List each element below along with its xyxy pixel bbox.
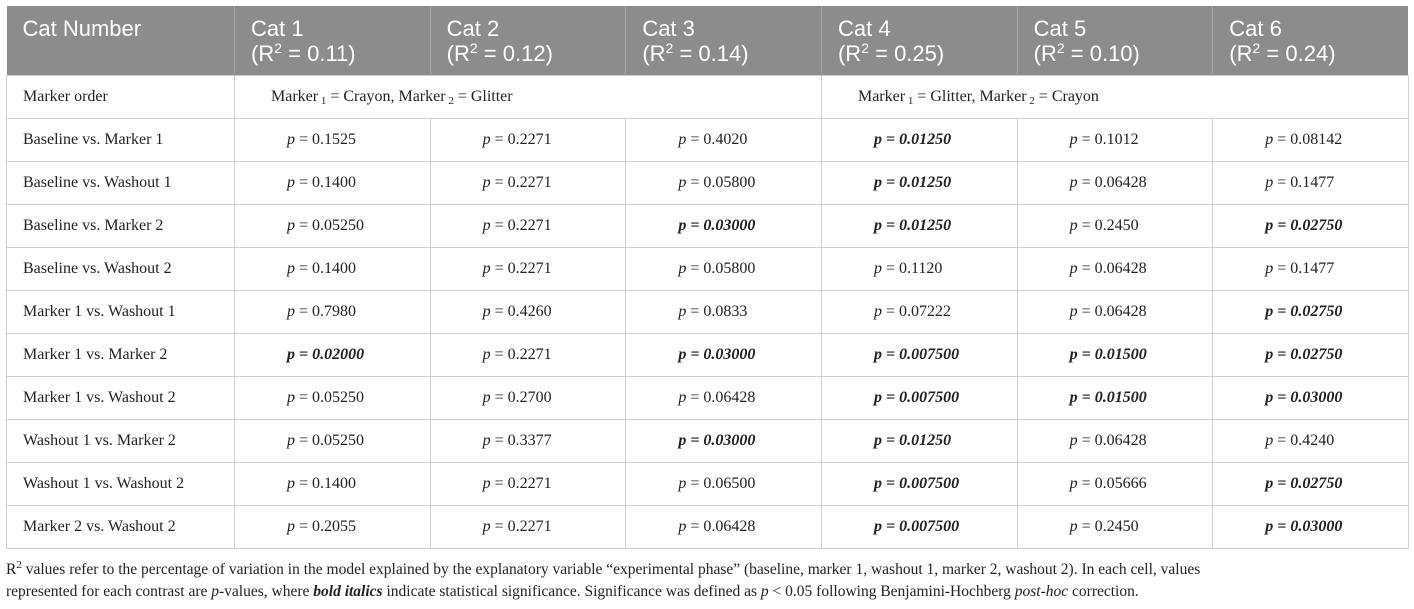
table-row — [7, 463, 1409, 506]
pvalue-cell: p = 0.1477 — [1213, 248, 1409, 291]
table-row — [7, 205, 1409, 248]
pvalue-cell: p = 0.02750 — [1213, 291, 1409, 334]
marker-order-group-1: Marker $_1$ = Crayon, Marker $_2$ = Glitter — [235, 76, 822, 119]
row-label: Baseline vs. Washout 1 — [7, 162, 235, 205]
pvalue-cell: p = 0.007500 — [821, 334, 1017, 377]
pvalue-cell: p = 0.2271 — [430, 205, 626, 248]
pvalue-cell: p = 0.01250 — [821, 162, 1017, 205]
pvalue-cell: p = 0.05250 — [235, 377, 431, 420]
marker-order-label: Marker order — [7, 76, 235, 119]
pvalue-cell: p = 0.1477 — [1213, 162, 1409, 205]
pvalue-cell: p = 0.4020 — [626, 119, 822, 162]
row-label: Marker 2 vs. Washout 2 — [7, 506, 235, 549]
pvalue-cell: p = 0.2271 — [430, 463, 626, 506]
pvalue-cell: p = 0.03000 — [1213, 377, 1409, 420]
row-label: Baseline vs. Marker 2 — [7, 205, 235, 248]
pvalue-cell: p = 0.06428 — [626, 506, 822, 549]
pvalue-cell: p = 0.1120 — [821, 248, 1017, 291]
pvalue-cell: p = 0.01250 — [821, 205, 1017, 248]
pvalue-cell: p = 0.05250 — [235, 420, 431, 463]
pvalue-cell: p = 0.2271 — [430, 334, 626, 377]
pvalue-cell: p = 0.02750 — [1213, 334, 1409, 377]
header-cat-number: Cat Number — [7, 6, 235, 76]
pvalue-cell: p = 0.2271 — [430, 248, 626, 291]
pvalue-cell: p = 0.01250 — [821, 420, 1017, 463]
header-cat-4: Cat 4 $(R^2 = 0.25)$ — [821, 6, 1017, 76]
pvalue-cell: p = 0.03000 — [626, 205, 822, 248]
pvalue-cell: p = 0.06428 — [1017, 291, 1213, 334]
pvalue-cell: p = 0.06428 — [1017, 420, 1213, 463]
marker-order-group-2: Marker $_1$ = Glitter, Marker $_2$ = Crayon — [821, 76, 1408, 119]
pvalue-cell: p = 0.2271 — [430, 119, 626, 162]
pvalue-cell: p = 0.3377 — [430, 420, 626, 463]
pvalue-cell: p = 0.2055 — [235, 506, 431, 549]
pvalue-cell: p = 0.1400 — [235, 248, 431, 291]
header-cat-3: Cat 3 $(R^2 = 0.14)$ — [626, 6, 822, 76]
pvalue-cell: p = 0.1525 — [235, 119, 431, 162]
table-row — [7, 420, 1409, 463]
pvalue-cell: p = 0.06428 — [626, 377, 822, 420]
pvalue-cell: p = 0.2271 — [430, 162, 626, 205]
pvalue-table — [6, 6, 1409, 549]
table-row — [7, 377, 1409, 420]
pvalue-cell: p = 0.1400 — [235, 162, 431, 205]
table-row — [7, 248, 1409, 291]
pvalue-cell: p = 0.01500 — [1017, 334, 1213, 377]
pvalue-cell: p = 0.03000 — [626, 334, 822, 377]
header-cat-6: Cat 6 $(R^2 = 0.24)$ — [1213, 6, 1409, 76]
pvalue-cell: p = 0.2271 — [430, 506, 626, 549]
pvalue-cell: p = 0.06500 — [626, 463, 822, 506]
pvalue-cell: p = 0.007500 — [821, 463, 1017, 506]
results-table-container — [6, 6, 1408, 603]
pvalue-cell: p = 0.2700 — [430, 377, 626, 420]
row-label: Baseline vs. Marker 1 — [7, 119, 235, 162]
table-row — [7, 119, 1409, 162]
header-cat-5: Cat 5 $(R^2 = 0.10)$ — [1017, 6, 1213, 76]
header-row — [7, 6, 1409, 76]
pvalue-cell: p = 0.01500 — [1017, 377, 1213, 420]
row-label: Marker 1 vs. Washout 1 — [7, 291, 235, 334]
pvalue-cell: p = 0.02750 — [1213, 205, 1409, 248]
table-row — [7, 334, 1409, 377]
pvalue-cell: p = 0.2450 — [1017, 205, 1213, 248]
pvalue-cell: p = 0.03000 — [1213, 506, 1409, 549]
table-row — [7, 291, 1409, 334]
row-label: Washout 1 vs. Washout 2 — [7, 463, 235, 506]
pvalue-cell: p = 0.2450 — [1017, 506, 1213, 549]
pvalue-cell: p = 0.05800 — [626, 248, 822, 291]
pvalue-cell: p = 0.007500 — [821, 377, 1017, 420]
pvalue-cell: p = 0.06428 — [1017, 248, 1213, 291]
pvalue-cell: p = 0.02000 — [235, 334, 431, 377]
pvalue-cell: p = 0.007500 — [821, 506, 1017, 549]
pvalue-cell: p = 0.7980 — [235, 291, 431, 334]
row-label: Marker 1 vs. Washout 2 — [7, 377, 235, 420]
marker-order-row — [7, 76, 1409, 119]
table-row — [7, 506, 1409, 549]
pvalue-cell: p = 0.08142 — [1213, 119, 1409, 162]
pvalue-cell: p = 0.02750 — [1213, 463, 1409, 506]
pvalue-cell: p = 0.05250 — [235, 205, 431, 248]
pvalue-cell: p = 0.05666 — [1017, 463, 1213, 506]
pvalue-cell: p = 0.1012 — [1017, 119, 1213, 162]
pvalue-cell: p = 0.4240 — [1213, 420, 1409, 463]
pvalue-cell: p = 0.03000 — [626, 420, 822, 463]
row-label: Washout 1 vs. Marker 2 — [7, 420, 235, 463]
pvalue-cell: p = 0.07222 — [821, 291, 1017, 334]
pvalue-cell: p = 0.4260 — [430, 291, 626, 334]
pvalue-cell: p = 0.05800 — [626, 162, 822, 205]
header-cat-2: Cat 2 $(R^2 = 0.12)$ — [430, 6, 626, 76]
table-row — [7, 162, 1409, 205]
pvalue-cell: p = 0.1400 — [235, 463, 431, 506]
pvalue-cell: p = 0.01250 — [821, 119, 1017, 162]
row-label: Baseline vs. Washout 2 — [7, 248, 235, 291]
header-cat-1: Cat 1 $(R^2 = 0.11)$ — [235, 6, 431, 76]
pvalue-cell: p = 0.0833 — [626, 291, 822, 334]
table-footnote: $R^2$ values refer to the percentage of variation in the model explained by the explanatory variable “experimental phase” (baseline, marker 1, washout 1, marker 2, washout 2). In each cell, values represented for each contrast are p-values, where bold italics indicate statistical significance. Significance was defined as p < 0.05 following Benjamini-Hochberg post-hoc correction. — [6, 559, 1201, 600]
pvalue-cell: p = 0.06428 — [1017, 162, 1213, 205]
row-label: Marker 1 vs. Marker 2 — [7, 334, 235, 377]
